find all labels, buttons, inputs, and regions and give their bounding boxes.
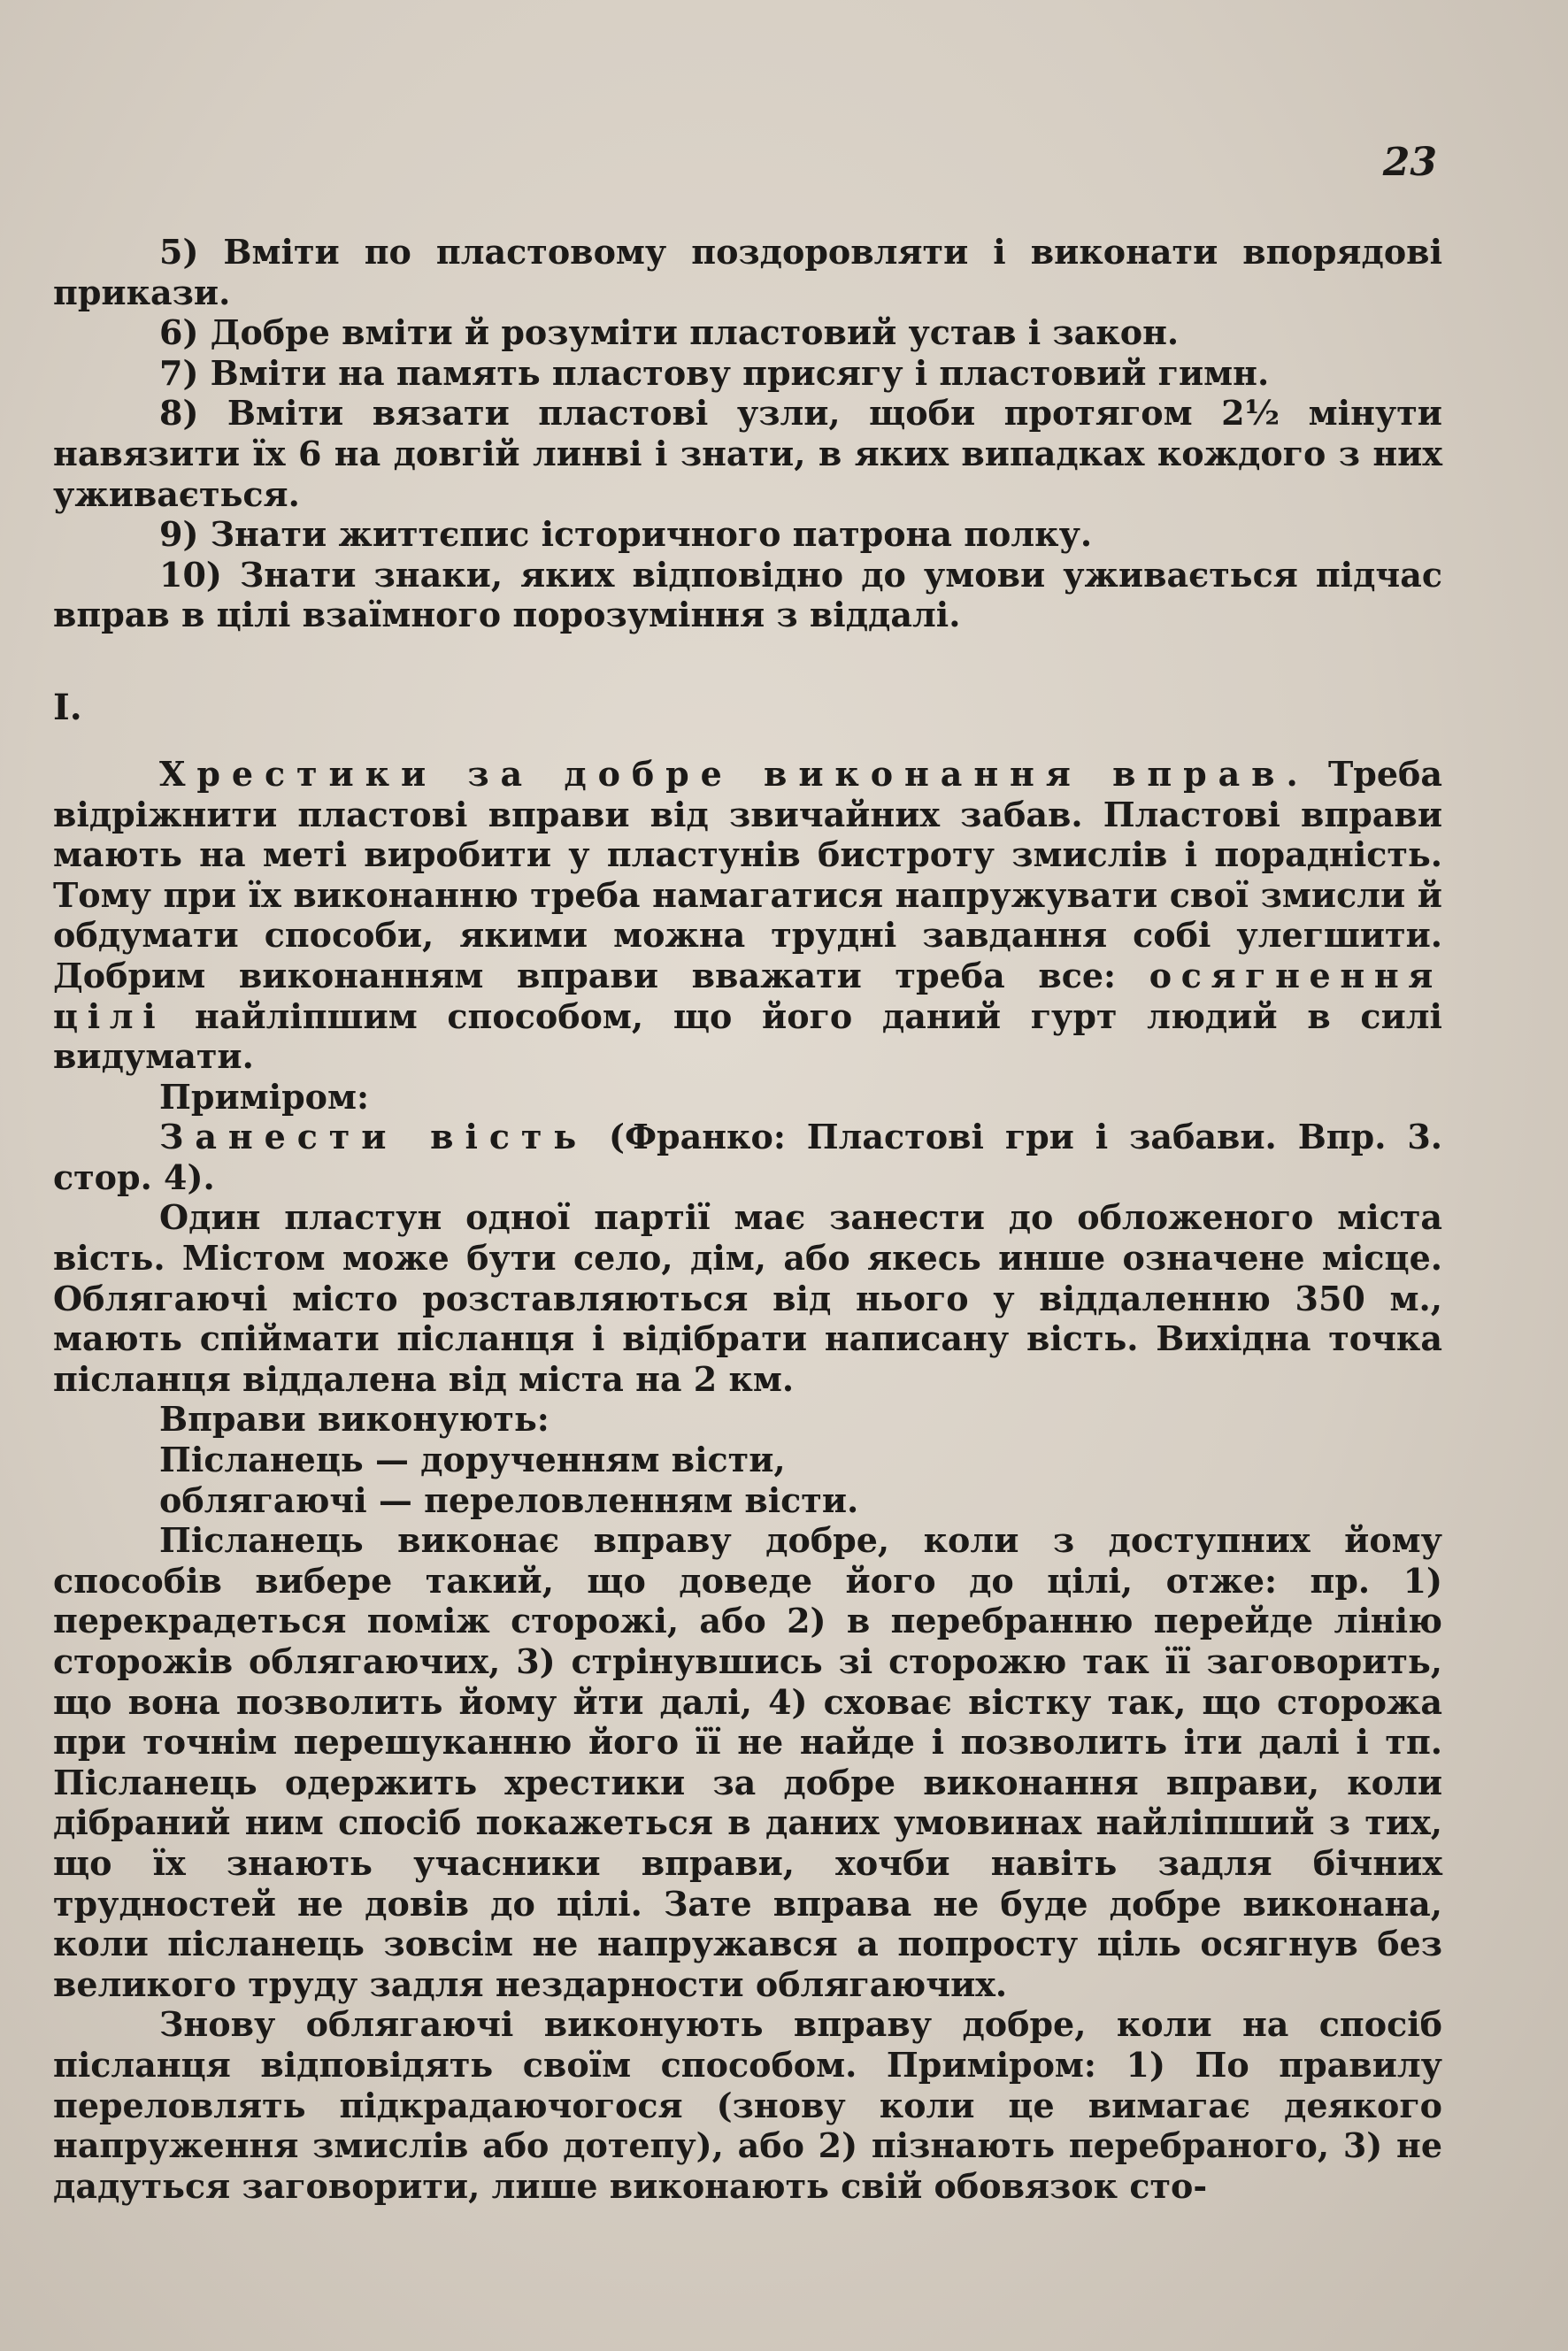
paragraph-roles-intro: Вправи виконують:: [159, 1399, 550, 1440]
paragraph-besiegers-success: Знову облягаючі виконують вправу добре, коли на спосіб післанця відповідять своїм способом. Приміром: 1) По правилу переловлять підкрадаючогося (знову коли це вимагає деякого напруження змислів або дотепу), або 2) пізнають перебраного, 3) не дадуться заговорити, лише виконають свій обовязок сто-: [53, 2004, 1442, 2206]
paragraph-role-besiegers: облягаючі — переловленням вісти.: [159, 1479, 859, 1520]
paragraph-crosses: [53, 754, 1442, 1077]
paragraph-body: Треба відріжнити пластові вправи від звичайних забав. Пластові вправи мають на меті виробити у пластунів бистроту змислів і порадність. Тому при їх виконанню треба намагатися напружувати свої змисли й обдумати способи, якими можна трудні завдання собі улегшити. Добрим виконанням вправи вважати треба все:: [53, 753, 1442, 995]
example-label: Приміром:: [159, 1076, 370, 1117]
emphasis-goal: осягнення цілі: [53, 955, 1442, 1036]
paragraph-messenger-success: Післанець виконає вправу добре, коли з доступних йому способів вибере такий, що доведе його до цілі, отже: пр. 1) перекрадеться поміж сторожі, або 2) в перебранню перейде лінію сторожів облягаючих, 3) стрінувшись зі сторожю так її заговорить, що вона позволить йому йти далі, 4) сховає вістку так, що сторожа при точнім перешуканню його її не найде і позволить іти далі і тп. Післанець одержить хрестики за добре виконання вправи, коли дібраний ним спосіб покажеться в даних умовинах найліпший з тих, що їх знають учасники вправи, хочби навіть задля бічних трудностей не довів до цілі. Зате вправа не буде добре виконана, коли післанець зовсім не напружався а попросту ціль осягнув без великого труду задля нездарности облягаючих.: [53, 1520, 1442, 2004]
list-item-8: 8) Вміти вязати пластові узли, щоби протягом 2½ мінути навязити їх 6 на довгій линві і знати, в яких випадках кождого з них уживається.: [53, 393, 1442, 514]
exercise-title: [53, 1117, 1442, 1197]
paragraph-lead: Хрестики за добре виконання вправ.: [159, 753, 1310, 794]
exercise-name: Занести вість: [159, 1117, 588, 1157]
page-text: [53, 232, 1442, 2206]
paragraph-tail: найліпшим способом, що його даний гурт людий в силі видумати.: [53, 995, 1442, 1077]
list-item-6: 6) Добре вміти й розуміти пластовий устав і закон.: [159, 312, 1180, 353]
list-item-5: 5) Вміти по пластовому поздоровляти і виконати впорядові прикази.: [53, 232, 1442, 312]
section-heading: I.: [53, 686, 82, 728]
spacer: [53, 729, 1442, 754]
list-item-7: 7) Вміти на память пластову присягу і пластовий гимн.: [159, 352, 1270, 393]
paragraph-scenario: Один пластун одної партії має занести до обложеного міста вість. Містом може бути село, дім, або якесь инше означене місце. Облягаючі місто розставляються від нього у віддаленню 350 м., мають спіймати післанця і відібрати написану вість. Вихідна точка післанця віддалена від міста на 2 км.: [53, 1197, 1442, 1399]
exercise-reference: (Франко: Пластові гри і забави. Впр. 3. стор. 4).: [53, 1117, 1442, 1197]
spacer: [53, 635, 1442, 687]
paragraph-role-messenger: Післанець — дорученням вісти,: [159, 1440, 786, 1480]
page-number: 23: [1382, 140, 1437, 185]
list-item-10: 10) Знати знаки, яких відповідно до умови уживається підчас вправ в цілі взаїмного порозуміння з віддалі.: [53, 554, 1442, 635]
list-item-9: 9) Знати життєпис історичного патрона полку.: [159, 514, 1093, 555]
